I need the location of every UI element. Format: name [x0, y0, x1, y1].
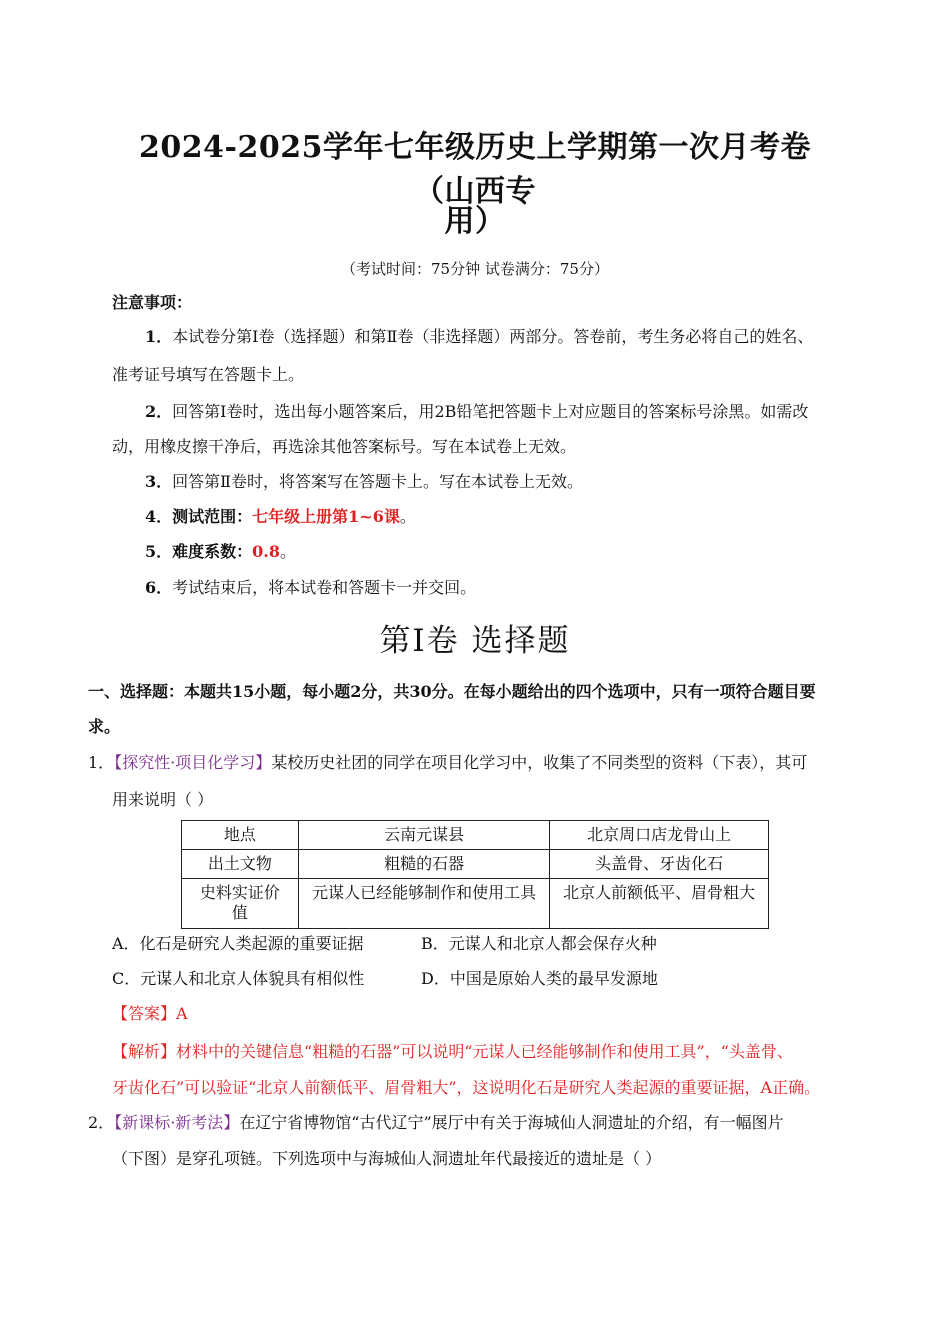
question-1-answer — [112, 1003, 188, 1025]
notice-5-end: 。 — [280, 542, 297, 561]
table-cell: 出土文物 — [182, 850, 299, 879]
question-1-option-b: B．元谋人和北京人都会保存火种 — [421, 934, 657, 953]
notice-6-num: 6． — [145, 578, 173, 597]
notice-6-text: 考试结束后，将本试卷和答题卡一并交回。 — [172, 578, 477, 597]
table-cell: 北京周口店龙骨山上 — [550, 821, 769, 850]
question-2-stem-text: 在辽宁省博物馆“古代辽宁”展厅中有关于海城仙人洞遗址的介绍，有一幅图片 — [239, 1113, 784, 1132]
part-heading-line1: 一、选择题：本题共15小题，每小题2分，共30分。在每小题给出的四个选项中，只有一项符合题目要 — [88, 682, 816, 701]
question-2-tag: 【新课标·新考法】 — [114, 1113, 240, 1132]
notice-1-num: 1． — [145, 327, 173, 346]
analysis-text-line2: 牙齿化石”可以验证“北京人前额低平、眉骨粗大”，这说明化石是研究人类起源的重要证据，A正确。 — [112, 1078, 821, 1097]
part-heading-line2: 求。 — [88, 717, 121, 736]
notice-5 — [145, 541, 296, 563]
notice-2 — [145, 401, 808, 423]
answer-value: A — [176, 1004, 188, 1023]
question-1-stem — [88, 752, 807, 774]
question-1-option-c: C．元谋人和北京人体貌具有相似性 — [112, 969, 365, 988]
table-cell: 史料实证价值 — [182, 879, 299, 929]
question-2-stem-line2: （下图）是穿孔项链。下列选项中与海城仙人洞遗址年代最接近的遗址是（ ） — [112, 1149, 662, 1168]
table-row — [182, 821, 769, 850]
notice-4-end: 。 — [399, 507, 416, 526]
notice-6 — [145, 577, 476, 599]
notice-4-label: 测试范围： — [172, 507, 253, 526]
analysis-text-line1: 材料中的关键信息“粗糙的石器”可以说明“元谋人已经能够制作和使用工具”，“头盖骨、 — [176, 1042, 793, 1061]
table-cell: 地点 — [182, 821, 299, 850]
question-2-num: 2． — [88, 1113, 115, 1132]
question-1-source-table — [181, 820, 769, 929]
table-cell: 元谋人已经能够制作和使用工具 — [298, 879, 550, 929]
notice-2-cont: 动，用橡皮擦干净后，再选涂其他答案标号。写在本试卷上无效。 — [112, 437, 577, 456]
exam-title-line1: 2024-2025学年七年级历史上学期第一次月考卷（山西专 — [139, 130, 811, 209]
answer-label: 【答案】 — [112, 1004, 177, 1023]
table-row — [182, 850, 769, 879]
notice-4-value: 七年级上册第1~6课 — [252, 507, 400, 526]
notice-3 — [145, 471, 583, 493]
exam-meta: （考试时间：75分钟 试卷满分：75分） — [341, 260, 609, 278]
notice-3-num: 3． — [145, 472, 173, 491]
section-title: 第Ⅰ卷 选择题 — [379, 623, 571, 659]
notice-5-num: 5． — [145, 542, 173, 561]
notice-title: 注意事项： — [112, 293, 193, 312]
question-1-stem-line2: 用来说明（ ） — [112, 790, 214, 809]
analysis-label: 【解析】 — [112, 1042, 177, 1061]
notice-1 — [145, 326, 813, 348]
exam-title-line2: 用） — [444, 204, 506, 239]
question-1-analysis — [112, 1041, 793, 1063]
notice-5-label: 难度系数： — [172, 542, 253, 561]
question-1-stem-text: 某校历史社团的同学在项目化学习中，收集了不同类型的资料（下表），其可 — [271, 753, 808, 772]
question-1-num: 1． — [88, 753, 115, 772]
notice-4-num: 4． — [145, 507, 173, 526]
question-1-tag: 【探究性·项目化学习】 — [114, 753, 272, 772]
notice-4 — [145, 506, 416, 528]
table-row — [182, 879, 769, 929]
table-cell: 北京人前额低平、眉骨粗大 — [550, 879, 769, 929]
notice-2-num: 2． — [145, 402, 173, 421]
question-1-option-a: A．化石是研究人类起源的重要证据 — [112, 934, 364, 953]
question-2-stem — [88, 1112, 784, 1134]
notice-1-text: 本试卷分第Ⅰ卷（选择题）和第Ⅱ卷（非选择题）两部分。答卷前，考生务必将自己的姓名、 — [172, 327, 814, 346]
notice-1-cont: 准考证号填写在答题卡上。 — [112, 365, 305, 384]
table-cell: 粗糙的石器 — [298, 850, 550, 879]
question-1-option-d: D．中国是原始人类的最早发源地 — [421, 969, 658, 988]
notice-5-value: 0.8 — [252, 542, 280, 561]
notice-2-text: 回答第Ⅰ卷时，选出每小题答案后，用2B铅笔把答题卡上对应题目的答案标号涂黑。如需改 — [172, 402, 809, 421]
table-cell: 云南元谋县 — [298, 821, 550, 850]
notice-3-text: 回答第Ⅱ卷时，将答案写在答题卡上。写在本试卷上无效。 — [172, 472, 584, 491]
table-cell: 头盖骨、牙齿化石 — [550, 850, 769, 879]
